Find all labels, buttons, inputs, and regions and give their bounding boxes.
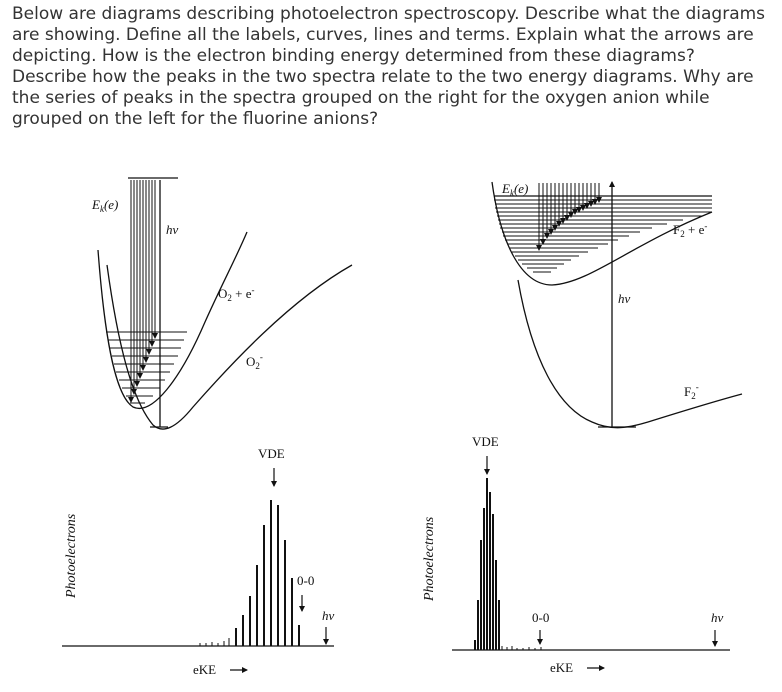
o2-anion-label: $O_2^-$	[246, 352, 263, 371]
f2-neutral-label: $F_2 + e^-$	[673, 221, 708, 239]
o2-neutral-curve	[98, 232, 247, 408]
o2-anion-curve	[107, 265, 352, 429]
o2-hv-marker-label: hv	[322, 608, 335, 623]
oxygen-spectrum	[62, 446, 335, 677]
f2-anion-label: $F_2^-$	[684, 382, 699, 401]
f2-vde-label: VDE	[472, 434, 499, 449]
o2-y-axis-label: Photoelectrons	[64, 513, 79, 598]
o2-ek-arrows	[131, 180, 155, 402]
o2-neutral-label: $O_2 + e^-$	[218, 285, 255, 303]
f2-ek-label: $E_k(e)$	[502, 181, 529, 198]
o2-ek-label: $E_k(e)$	[92, 197, 119, 214]
o2-hv-label: hv	[166, 222, 179, 237]
f2-hv-label: hv	[618, 291, 631, 306]
o2-spectrum-peaks	[236, 500, 299, 646]
o2-spectrum-noise	[200, 638, 229, 646]
f2-spectrum-peaks	[475, 478, 499, 650]
fluorine-energy-diagram	[492, 182, 742, 428]
question-text: Below are diagrams describing photoelectron spectroscopy. Describe what the diagrams are showing. Define all the labels, curves, lines and terms. Explain what the arrows are depicting. How is the electron binding energy determined from these diagrams? Describe how the peaks in the two spectra relate to the two energy diagrams. Why are the series of peaks in the spectra grouped on the right for the oxygen anion while grouped on the left for the fluorine anions?	[12, 4, 766, 129]
o2-x-axis-label: eKE	[193, 662, 217, 677]
f2-zero-zero-label: 0-0	[532, 610, 550, 625]
o2-zero-zero-label: 0-0	[297, 573, 315, 588]
oxygen-energy-diagram	[98, 178, 352, 429]
f2-x-axis-label: eKE	[550, 660, 574, 675]
f2-hv-marker-label: hv	[711, 610, 724, 625]
fluorine-spectrum	[422, 434, 730, 675]
o2-vde-label: VDE	[258, 446, 285, 461]
f2-y-axis-label: Photoelectrons	[422, 516, 437, 601]
